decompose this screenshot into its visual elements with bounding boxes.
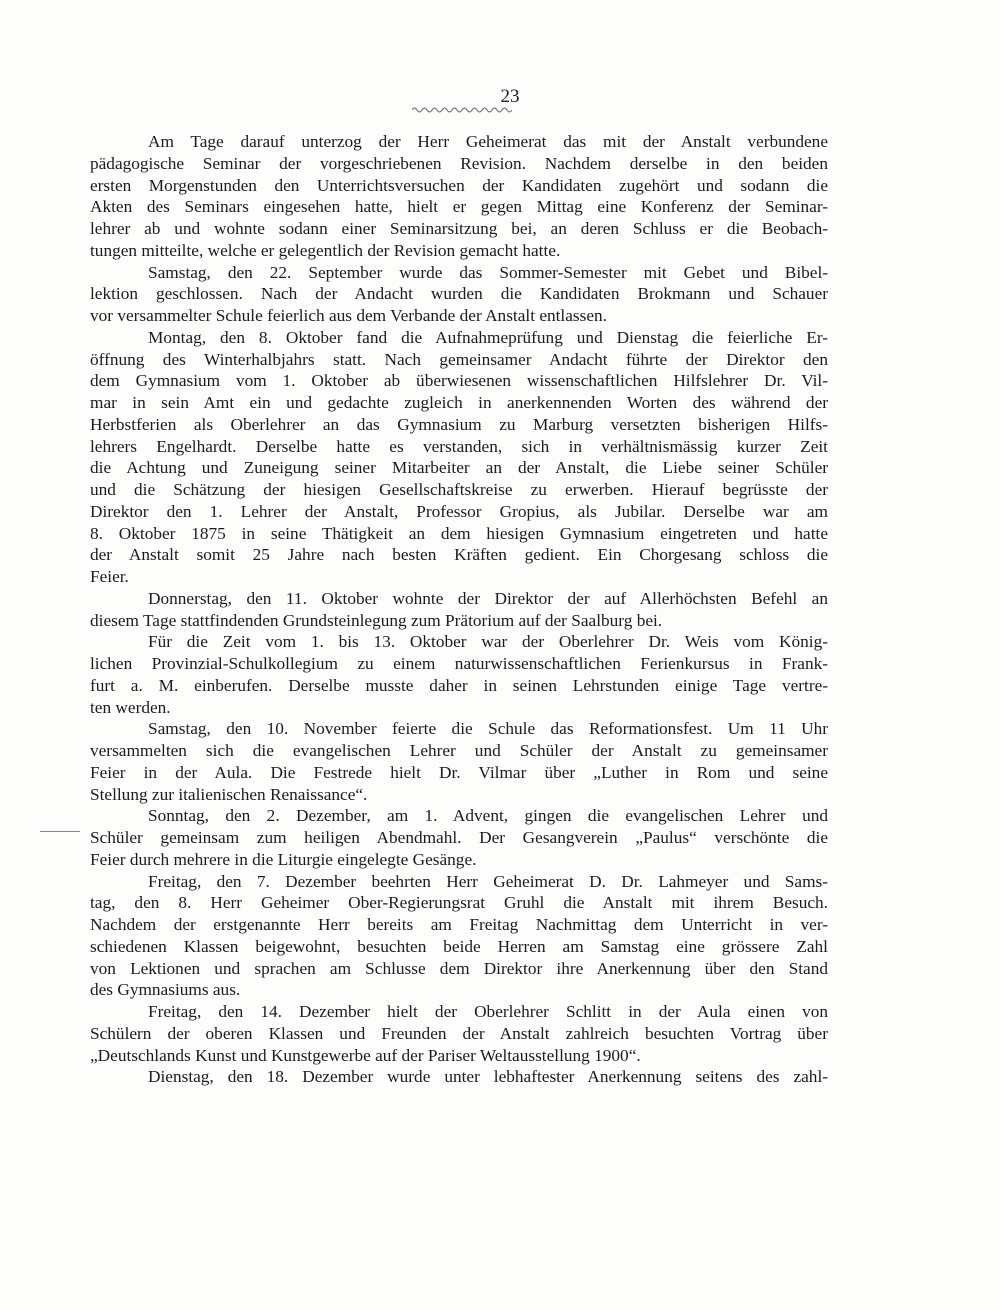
text-line: Stellung zur italienischen Renaissance“. bbox=[90, 784, 368, 804]
text-line: Donnerstag, den 11. Oktober wohnte der Direktor der auf Allerhöchsten Befehl an bbox=[148, 588, 828, 608]
text-line: Feier durch mehrere in die Liturgie eingelegte Gesänge. bbox=[90, 849, 477, 869]
margin-mark bbox=[40, 831, 80, 832]
text-line: Schüler gemeinsam zum heiligen Abendmahl. Der Gesangverein „Paulus“ verschönte die bbox=[90, 828, 828, 847]
paragraph bbox=[90, 327, 828, 588]
text-line: furt a. M. einberufen. Derselbe musste daher in seinen Lehrstunden einige Tage vertre- bbox=[90, 675, 828, 695]
text-line: mar in sein Amt ein und gedachte zugleich in anerkennenden Worten des während der bbox=[90, 393, 828, 412]
text-line: 8. Oktober 1875 in seine Thätigkeit an dem hiesigen Gymnasium eingetreten und hatte bbox=[90, 523, 828, 543]
paragraph bbox=[90, 871, 828, 1002]
text-line: pädagogische Seminar der vorgeschriebenen Revision. Nachdem derselbe in den beiden bbox=[90, 153, 828, 173]
text-line: des Gymnasiums aus. bbox=[90, 980, 241, 1000]
text-line: „Deutschlands Kunst und Kunstgewerbe auf der Pariser Weltausstellung 1900“. bbox=[90, 1045, 641, 1065]
text-line: diesem Tage stattfindenden Grundsteinlegung zum Prätorium auf der Saalburg bei. bbox=[90, 610, 663, 630]
text-line: Montag, den 8. Oktober fand die Aufnahmeprüfung und Dienstag die feierliche Er- bbox=[148, 327, 828, 347]
paragraph bbox=[90, 588, 828, 632]
paragraph bbox=[90, 631, 828, 718]
text-line: öffnung des Winterhalbjahrs statt. Nach gemeinsamer Andacht führte der Direktor den bbox=[90, 349, 828, 369]
text-line: ersten Morgenstunden den Unterrichtsversuchen der Kandidaten zugehört und sodann die bbox=[90, 175, 828, 195]
paragraph bbox=[90, 805, 828, 870]
text-line: lehrer ab und wohnte sodann einer Seminarsitzung bei, an deren Schluss er die Beobach- bbox=[90, 219, 828, 238]
text-line: versammelten sich die evangelischen Lehrer und Schüler der Anstalt zu gemeinsamer bbox=[90, 741, 828, 760]
text-line: Freitag, den 14. Dezember hielt der Oberlehrer Schlitt in der Aula einen von bbox=[148, 1002, 828, 1021]
text-line: Herbstferien als Oberlehrer an das Gymnasium zu Marburg versetzten bisherigen Hilfs- bbox=[90, 414, 828, 434]
text-line: Feier. bbox=[90, 567, 129, 586]
text-line: tag, den 8. Herr Geheimer Ober-Regierungsrat Gruhl die Anstalt mit ihrem Besuch. bbox=[90, 893, 828, 913]
text-line: Freitag, den 7. Dezember beehrten Herr Geheimerat D. Dr. Lahmeyer und Sams- bbox=[148, 871, 828, 891]
text-line: die Achtung und Zuneigung seiner Mitarbeiter an der Anstalt, die Liebe seiner Schüler bbox=[90, 458, 828, 478]
paragraph bbox=[90, 131, 828, 262]
text-line: tungen mitteilte, welche er gelegentlich der Revision gemacht hatte. bbox=[90, 240, 561, 260]
paragraph bbox=[90, 718, 828, 805]
page-number: 23 bbox=[500, 86, 520, 107]
paragraph bbox=[90, 1066, 828, 1088]
text-line: Samstag, den 22. September wurde das Sommer-Semester mit Gebet und Bibel- bbox=[148, 262, 828, 282]
text-line: Akten des Seminars eingesehen hatte, hielt er gegen Mittag eine Konferenz der Seminar- bbox=[90, 197, 828, 217]
text-line: lichen Provinzial-Schulkollegium zu einem naturwissenschaftlichen Ferienkursus in Frank- bbox=[90, 654, 828, 673]
text-line: Feier in der Aula. Die Festrede hielt Dr. Vilmar über „Luther in Rom und seine bbox=[90, 762, 828, 782]
text-line: Für die Zeit vom 1. bis 13. Oktober war der Oberlehrer Dr. Weis vom König- bbox=[148, 632, 828, 652]
text-line: und die Schätzung der hiesigen Gesellschaftskreise zu erwerben. Hierauf begrüsste der bbox=[90, 480, 828, 499]
text-line: vor versammelter Schule feierlich aus dem Verbande der Anstalt entlassen. bbox=[90, 306, 607, 325]
text-line: Schülern der oberen Klassen und Freunden der Anstalt zahlreich besuchten Vortrag über bbox=[90, 1023, 828, 1043]
text-line: lehrers Engelhardt. Derselbe hatte es verstanden, sich in verhältnismässig kurzer Zeit bbox=[90, 436, 828, 456]
body-text bbox=[90, 131, 828, 1088]
text-line: Dienstag, den 18. Dezember wurde unter lebhaftester Anerkennung seitens des zahl- bbox=[148, 1067, 828, 1087]
text-line: lektion geschlossen. Nach der Andacht wurden die Kandidaten Brokmann und Schauer bbox=[90, 284, 828, 304]
wavy-underline-ornament bbox=[412, 106, 512, 114]
text-line: der Anstalt somit 25 Jahre nach besten Kräften gedient. Ein Chorgesang schloss die bbox=[90, 545, 828, 565]
text-line: Samstag, den 10. November feierte die Schule das Reformationsfest. Um 11 Uhr bbox=[148, 719, 828, 739]
text-line: Sonntag, den 2. Dezember, am 1. Advent, gingen die evangelischen Lehrer und bbox=[148, 806, 828, 826]
text-line: Nachdem der erstgenannte Herr bereits am Freitag Nachmittag dem Unterricht in ver- bbox=[90, 915, 828, 934]
text-line: von Lektionen und sprachen am Schlusse dem Direktor ihre Anerkennung über den Stand bbox=[90, 958, 828, 978]
text-line: dem Gymnasium vom 1. Oktober ab überwiesenen wissenschaftlichen Hilfslehrer Dr. Vil- bbox=[90, 371, 828, 391]
text-line: Direktor den 1. Lehrer der Anstalt, Professor Gropius, als Jubilar. Derselbe war am bbox=[90, 501, 828, 521]
paragraph bbox=[90, 1001, 828, 1066]
text-line: schiedenen Klassen beigewohnt, besuchten beide Herren am Samstag eine grössere Zahl bbox=[90, 936, 828, 956]
paragraph bbox=[90, 262, 828, 327]
text-line: Am Tage darauf unterzog der Herr Geheimerat das mit der Anstalt verbundene bbox=[148, 132, 828, 151]
text-line: ten werden. bbox=[90, 697, 171, 717]
